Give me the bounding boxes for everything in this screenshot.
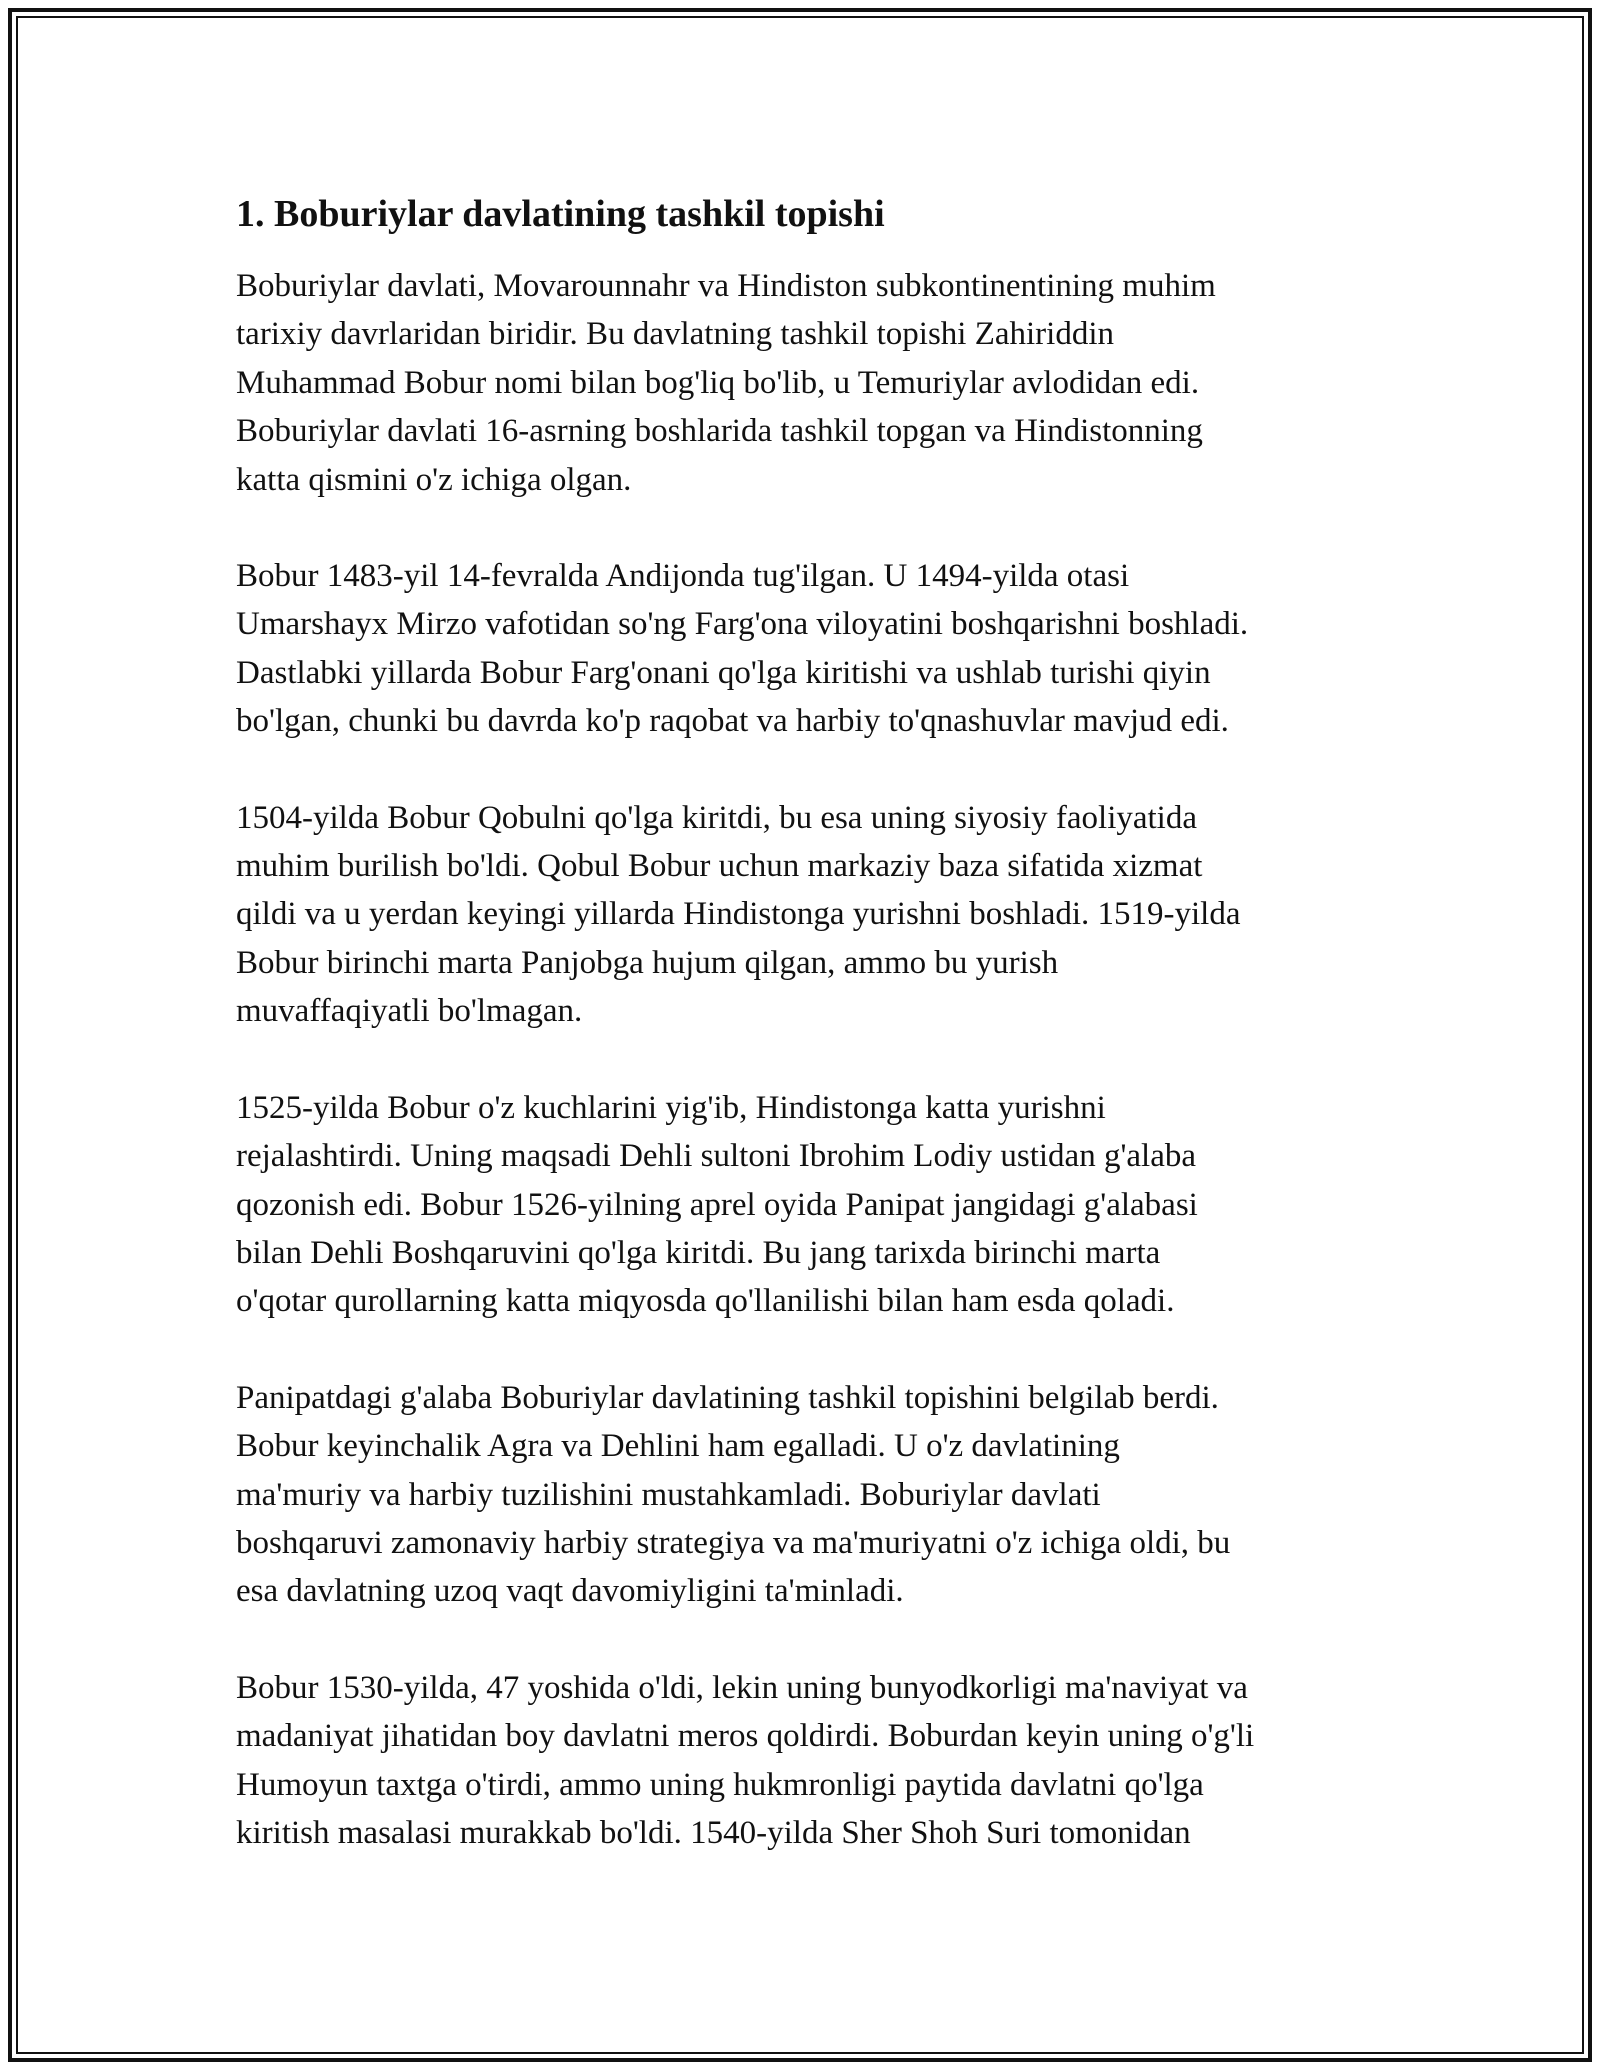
text-line: Bobur 1530-yilda, 47 yoshida o'ldi, lekin uning bunyodkorligi ma'naviyat va: [236, 1669, 1248, 1706]
text-line: tarixiy davrlaridan biridir. Bu davlatning tashkil topishi Zahiriddin: [236, 316, 1115, 353]
text-line: muvaffaqiyatli bo'lmagan.: [236, 993, 583, 1030]
text-line: Panipatdagi g'alaba Boburiylar davlatining tashkil topishini belgilab berdi.: [236, 1379, 1219, 1416]
text-line: bo'lgan, chunki bu davrda ko'p raqobat va harbiy to'qnashuvlar mavjud edi.: [236, 703, 1229, 740]
document-body: [236, 186, 1396, 1905]
text-line: esa davlatning uzoq vaqt davomiyligini ta'minladi.: [236, 1573, 904, 1610]
text-line: Bobur keyinchalik Agra va Dehlini ham egalladi. U o'z davlatining: [236, 1428, 1120, 1465]
text-line: muhim burilish bo'ldi. Qobul Bobur uchun markaziy baza sifatida xizmat: [236, 848, 1203, 885]
text-line: madaniyat jihatidan boy davlatni meros qoldirdi. Boburdan keyin uning o'g'li: [236, 1718, 1255, 1755]
text-line: Dastlabki yillarda Bobur Farg'onani qo'lga kiritishi va ushlab turishi qiyin: [236, 654, 1211, 691]
paragraph: [236, 552, 1396, 746]
text-line: rejalashtirdi. Uning maqsadi Dehli sultoni Ibrohim Lodiy ustidan g'alaba: [236, 1138, 1197, 1175]
text-line: Bobur 1483-yil 14-fevralda Andijonda tug'ilgan. U 1494-yilda otasi: [236, 558, 1130, 595]
text-line: Umarshayx Mirzo vafotidan so'ng Farg'ona viloyatini boshqarishni boshladi.: [236, 606, 1249, 643]
text-line: ma'muriy va harbiy tuzilishini mustahkamladi. Boburiylar davlati: [236, 1476, 1101, 1513]
paragraph: [236, 1084, 1396, 1326]
text-line: katta qismini o'z ichiga olgan.: [236, 461, 632, 498]
paragraph: [236, 1664, 1396, 1858]
paragraph: [236, 794, 1396, 1036]
text-line: 1504-yilda Bobur Qobulni qo'lga kiritdi, bu esa uning siyosiy faoliyatida: [236, 799, 1197, 836]
text-line: Muhammad Bobur nomi bilan bog'liq bo'lib, u Temuriylar avlodidan edi.: [236, 364, 1200, 401]
text-line: Boburiylar davlati 16-asrning boshlarida tashkil topgan va Hindistonning: [236, 413, 1203, 450]
text-line: boshqaruvi zamonaviy harbiy strategiya va ma'muriyatni o'z ichiga oldi, bu: [236, 1524, 1231, 1561]
paragraph: [236, 262, 1396, 504]
text-line: Bobur birinchi marta Panjobga hujum qilgan, ammo bu yurish: [236, 944, 1059, 981]
text-line: Humoyun taxtga o'tirdi, ammo uning hukmronligi paytida davlatni qo'lga: [236, 1766, 1204, 1803]
text-line: bilan Dehli Boshqaruvini qo'lga kiritdi. Bu jang tarixda birinchi marta: [236, 1234, 1161, 1271]
text-line: qildi va u yerdan keyingi yillarda Hindistonga yurishni boshladi. 1519-yilda: [236, 896, 1241, 933]
section-heading: 1. Boburiylar davlatining tashkil topishi: [236, 193, 885, 235]
text-line: kiritish masalasi murakkab bo'ldi. 1540-yilda Sher Shoh Suri tomonidan: [236, 1814, 1191, 1851]
text-line: qozonish edi. Bobur 1526-yilning aprel oyida Panipat jangidagi g'alabasi: [236, 1186, 1198, 1223]
paragraph: [236, 1374, 1396, 1616]
text-line: 1525-yilda Bobur o'z kuchlarini yig'ib, Hindistonga katta yurishni: [236, 1089, 1106, 1126]
text-line: Boburiylar davlati, Movarounnahr va Hindiston subkontinentining muhim: [236, 268, 1216, 304]
text-line: o'qotar qurollarning katta miqyosda qo'llanilishi bilan ham esda qoladi.: [236, 1283, 1175, 1320]
